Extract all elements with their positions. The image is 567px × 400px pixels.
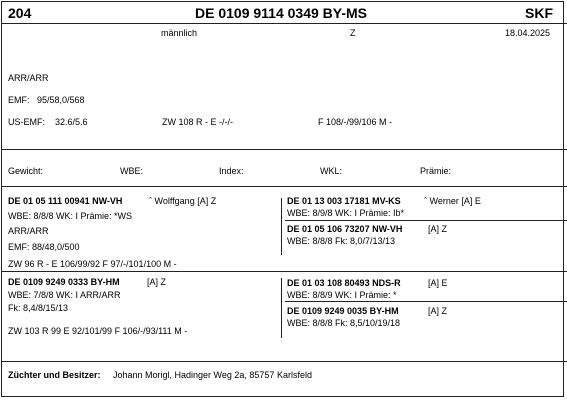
father-line2: ARR/ARR [8, 226, 49, 236]
father-line3: EMF: 88/48,0/500 [8, 242, 80, 252]
mother-father-name: [A] E [428, 278, 448, 288]
us-emf-value: 32.6/5.6 [55, 117, 88, 127]
ratings-divider [1, 186, 567, 187]
mother-mother-ring: DE 0109 9249 0035 BY-HM [287, 306, 399, 316]
header-divider [1, 23, 567, 24]
breeder-value: Johann Morigl, Hadinger Weg 2a, 85757 Karlsfeld [113, 370, 312, 380]
father-line4: ZW 96 R - E 106/99/92 F 97/-/101/100 M - [8, 259, 177, 269]
father-father-ring: DE 01 13 003 17181 MV-KS [287, 196, 401, 206]
index-label: Index: [219, 166, 244, 176]
father-mother-divider [1, 271, 567, 272]
sex-label: männlich [161, 28, 198, 38]
wbe-label: WBE: [120, 166, 144, 176]
wkl-label: WKL: [320, 166, 343, 176]
us-emf-label: US-EMF: [8, 117, 45, 127]
mother-line2: Fk: 8,4/8/15/13 [8, 303, 69, 313]
bird-divider [1, 149, 567, 150]
date-label: 18.04.2025 [505, 28, 551, 38]
father-mother-name: [A] Z [428, 224, 448, 234]
mother-father-ring: DE 01 03 108 80493 NDS-R [287, 278, 401, 288]
father-mother-line1: WBE: 8/8/8 Fk: 8,0/7/13/13 [287, 236, 396, 246]
mother-ring: DE 0109 9249 0333 BY-HM [8, 277, 120, 287]
father-father-name: ˆ Werner [A] E [424, 196, 481, 206]
zw-value: ZW 108 R - E -/-/- [162, 117, 234, 127]
z-label: Z [350, 28, 356, 38]
father-ring: DE 01 05 111 00941 NW-VH [8, 196, 123, 206]
father-mother-ring: DE 01 05 106 73207 NW-VH [287, 224, 403, 234]
ring-number: DE 0109 9114 0349 BY-MS [195, 5, 368, 21]
father-name: ˆ Wolffgang [A] Z [149, 196, 217, 206]
praemie-label: Prämie: [420, 166, 452, 176]
mother-mother-name: [A] Z [428, 306, 448, 316]
f-value: F 108/-/99/106 M - [318, 117, 393, 127]
mother-line1: WBE: 7/8/8 WK: I ARR/ARR [8, 290, 121, 300]
arr-value: ARR/ARR [8, 73, 49, 83]
mother-mother-line1: WBE: 8/8/8 Fk: 8,5/10/19/18 [287, 318, 401, 328]
mother-name: [A] Z [147, 277, 167, 287]
breeder-label: Züchter und Besitzer: [8, 370, 101, 380]
father-bracket [281, 198, 282, 255]
father-line1: WBE: 8/8/8 WK: I Prämie: *WS [8, 211, 133, 221]
mother-bracket [281, 278, 282, 338]
father-father-line1: WBE: 8/9/8 WK: I Prämie: Ib* [287, 208, 405, 218]
gewicht-label: Gewicht: [8, 166, 44, 176]
mother-father-line1: WBE: 8/8/9 WK: I Prämie: * [287, 290, 397, 300]
emf-label: EMF: [8, 95, 30, 105]
card-number: 204 [8, 5, 32, 21]
emf-value: 95/58,0/568 [37, 95, 85, 105]
mother-parents-divider [285, 301, 567, 302]
breeder-divider [1, 361, 567, 362]
father-parents-divider [285, 220, 567, 221]
breed-code: SKF [525, 5, 553, 21]
mother-line3: ZW 103 R 99 E 92/101/99 F 106/-/93/111 M - [8, 326, 188, 336]
